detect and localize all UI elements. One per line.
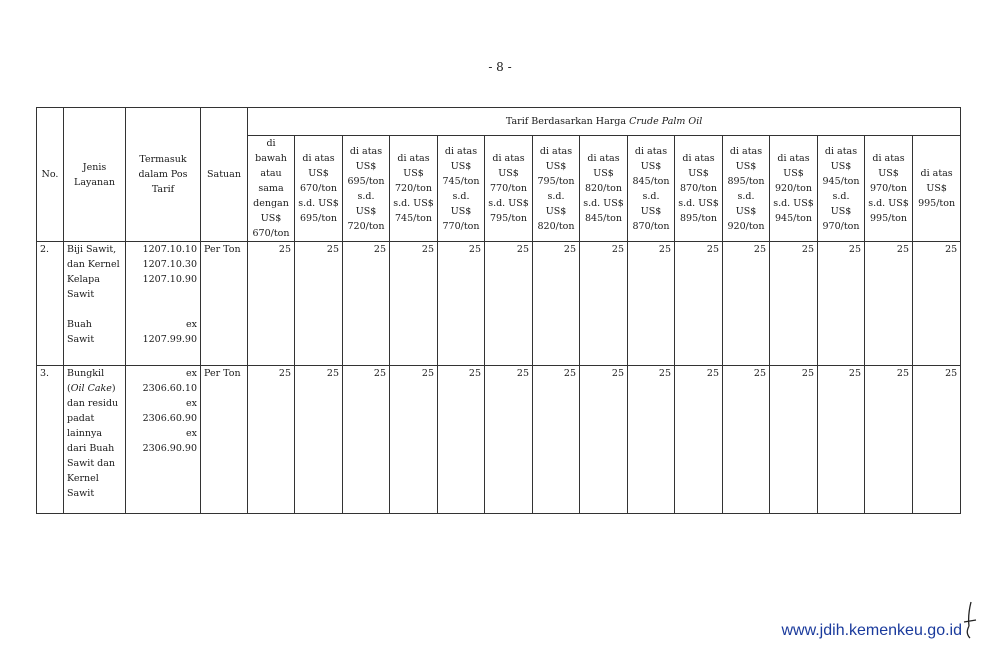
jenis-layanan-cell: [64, 366, 126, 514]
header-price-bucket: di atas US$ 820/ton s.d. US$ 845/ton: [580, 136, 628, 242]
tarif-value-cell: 25: [485, 242, 533, 366]
header-tarif-prefix: Tarif Berdasarkan Harga: [505, 116, 627, 127]
header-price-bucket: di atas US$ 970/ton s.d. US$ 995/ton: [865, 136, 913, 242]
tarif-value-cell: 25: [485, 366, 533, 514]
header-price-bucket: di atas US$ 695/ton s.d. US$ 720/ton: [343, 136, 390, 242]
pos-tarif-code: ex 2306.60.90: [142, 398, 197, 424]
header-price-bucket: di atas US$ 995/ton: [913, 136, 961, 242]
header-tarif-group: [248, 108, 961, 136]
header-price-bucket: di atas US$ 670/ton s.d. US$ 695/ton: [295, 136, 343, 242]
tarif-value-cell: 25: [438, 242, 485, 366]
table-row: [37, 242, 961, 366]
tarif-value-cell: 25: [343, 242, 390, 366]
pos-tarif-code: ex 2306.90.90: [142, 428, 197, 454]
header-no: No.: [37, 108, 64, 242]
tarif-value-cell: 25: [818, 242, 865, 366]
jenis-layanan-b: Buah Sawit: [67, 319, 95, 345]
header-price-bucket: di atas US$ 795/ton s.d. US$ 820/ton: [533, 136, 580, 242]
pos-tarif-code: ex 1207.99.90: [142, 319, 197, 345]
tarif-value-cell: 25: [295, 242, 343, 366]
header-price-bucket: di atas US$ 945/ton s.d. US$ 970/ton: [818, 136, 865, 242]
header-price-bucket: di atas US$ 770/ton s.d. US$ 795/ton: [485, 136, 533, 242]
header-jenis-layanan: Jenis Layanan: [64, 108, 126, 242]
tarif-value-cell: 25: [580, 366, 628, 514]
header-price-bucket: di atas US$ 895/ton s.d. US$ 920/ton: [723, 136, 770, 242]
tarif-value-cell: 25: [913, 366, 961, 514]
pos-tarif-cell: [126, 366, 201, 514]
tarif-value-cell: 25: [438, 366, 485, 514]
satuan-cell: Per Ton: [201, 366, 248, 514]
page-number: - 8 -: [488, 60, 512, 74]
tarif-value-cell: 25: [723, 366, 770, 514]
tarif-value-cell: 25: [533, 366, 580, 514]
tarif-value-cell: 25: [818, 366, 865, 514]
header-tarif-italic: Crude Palm Oil: [629, 116, 703, 127]
tarif-value-cell: 25: [533, 242, 580, 366]
header-pos-tarif: Termasuk dalam Pos Tarif: [126, 108, 201, 242]
jenis-suffix: ) dan residu padat lainnya dari Buah Sawit dan Kernel Sawit: [67, 383, 119, 499]
pos-tarif-code: 1207.10.90: [142, 274, 197, 285]
tarif-value-cell: 25: [580, 242, 628, 366]
header-price-bucket: di bawah atau sama dengan US$ 670/ton: [248, 136, 295, 242]
tarif-value-cell: 25: [770, 242, 818, 366]
jenis-italic: Oil Cake: [70, 383, 112, 394]
tarif-value-cell: 25: [390, 366, 438, 514]
signature-mark: [962, 600, 978, 640]
tarif-value-cell: 25: [770, 366, 818, 514]
tarif-value-cell: 25: [723, 242, 770, 366]
pos-tarif-code: 1207.10.30: [142, 259, 197, 270]
tarif-value-cell: 25: [343, 366, 390, 514]
satuan-cell: Per Ton: [201, 242, 248, 366]
website-link[interactable]: www.jdih.kemenkeu.go.id: [781, 622, 962, 639]
tarif-value-cell: 25: [295, 366, 343, 514]
pos-tarif-code: ex 2306.60.10: [142, 368, 197, 394]
tarif-value-cell: 25: [865, 366, 913, 514]
tarif-value-cell: 25: [675, 242, 723, 366]
pos-tarif-cell: [126, 242, 201, 366]
tarif-value-cell: 25: [248, 366, 295, 514]
tarif-value-cell: 25: [865, 242, 913, 366]
row-number: 2.: [37, 242, 64, 366]
tarif-value-cell: 25: [628, 242, 675, 366]
table-row: [37, 366, 961, 514]
header-price-bucket: di atas US$ 870/ton s.d. US$ 895/ton: [675, 136, 723, 242]
row-number: 3.: [37, 366, 64, 514]
header-price-bucket: di atas US$ 845/ton s.d. US$ 870/ton: [628, 136, 675, 242]
tarif-value-cell: 25: [248, 242, 295, 366]
header-satuan: Satuan: [201, 108, 248, 242]
tarif-value-cell: 25: [390, 242, 438, 366]
tarif-value-cell: 25: [675, 366, 723, 514]
header-price-bucket: di atas US$ 920/ton s.d. US$ 945/ton: [770, 136, 818, 242]
tarif-value-cell: 25: [628, 366, 675, 514]
header-price-bucket: di atas US$ 745/ton s.d. US$ 770/ton: [438, 136, 485, 242]
tariff-table: [36, 107, 961, 514]
jenis-layanan-cell: [64, 242, 126, 366]
jenis-prefix: Bungkil (: [67, 368, 105, 394]
pos-tarif-code: 1207.10.10: [142, 244, 197, 255]
header-price-bucket: di atas US$ 720/ton s.d. US$ 745/ton: [390, 136, 438, 242]
tarif-value-cell: 25: [913, 242, 961, 366]
jenis-layanan-a: Biji Sawit, dan Kernel Kelapa Sawit: [67, 244, 120, 300]
